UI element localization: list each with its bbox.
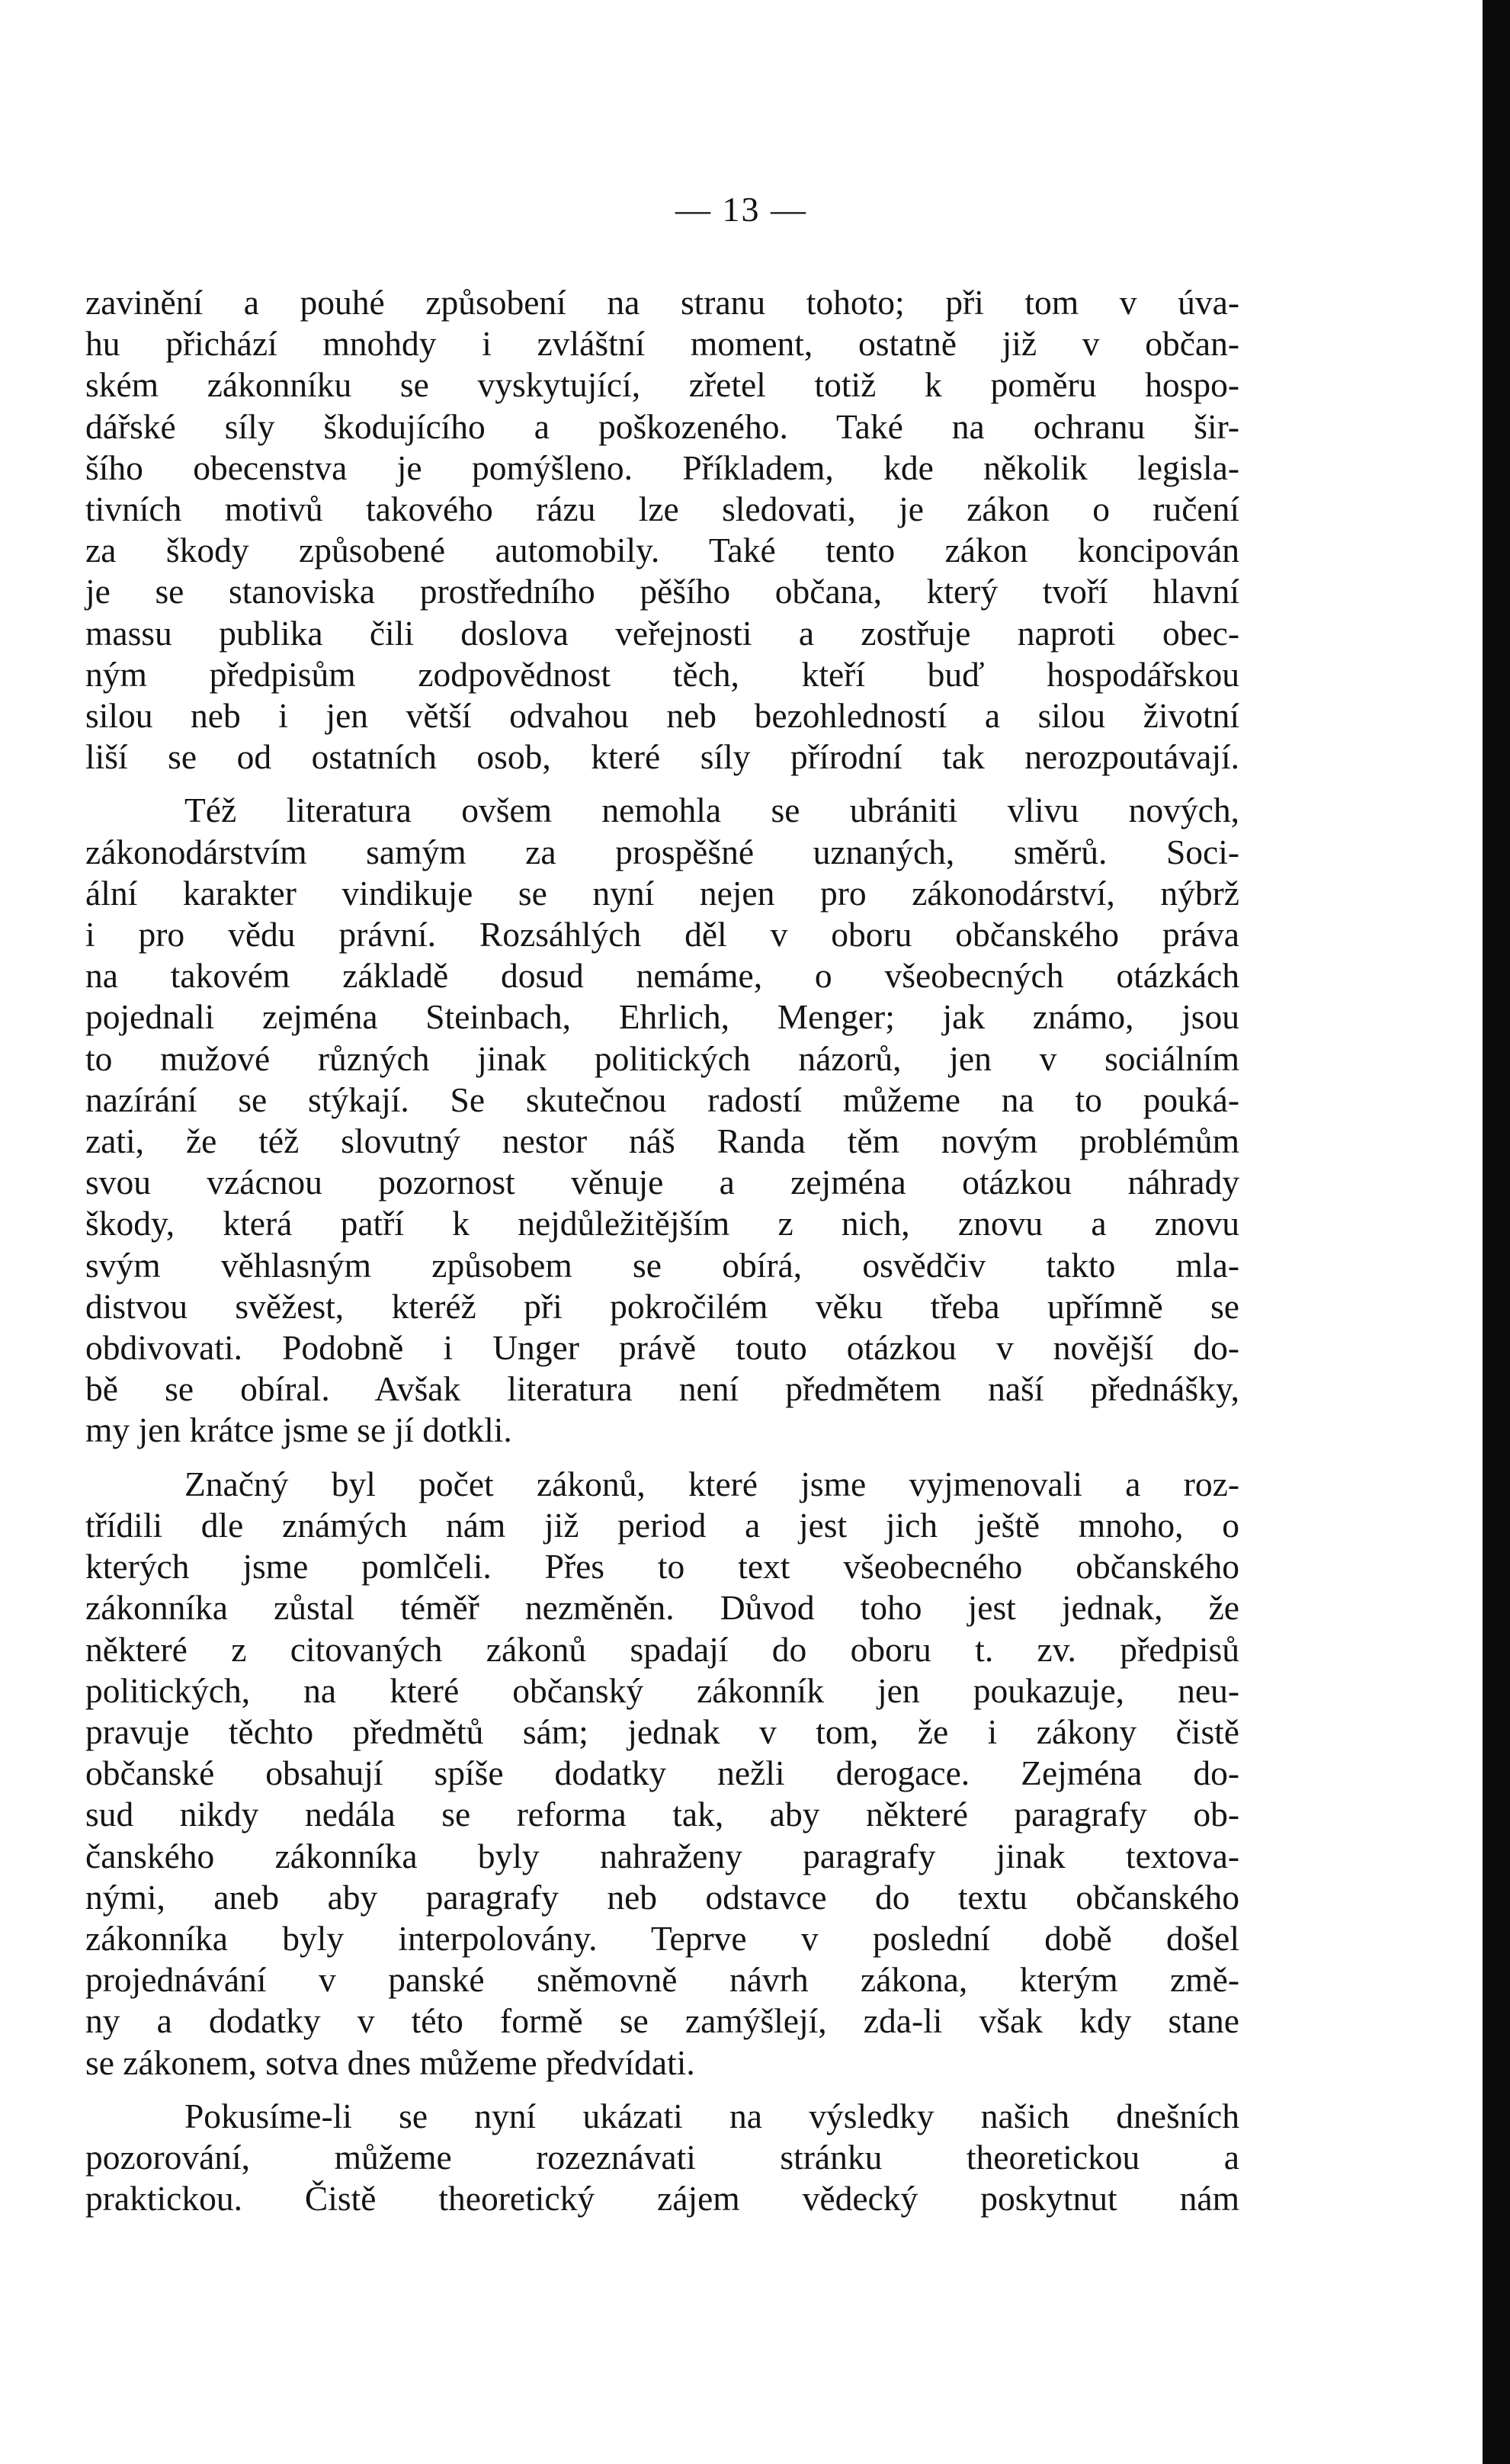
- text-line: škody, která patří k nejdůležitějším z nich, znovu a znovu: [85, 1204, 1239, 1243]
- text-line: i pro vědu právní. Rozsáhlých děl v oboru občanského práva: [85, 915, 1239, 954]
- paragraph: [85, 790, 1239, 1451]
- text-line: politických, na které občanský zákonník jen poukazuje, neu-: [85, 1670, 1239, 1710]
- text-line: zavinění a pouhé způsobení na stranu tohoto; při tom v úva-: [85, 283, 1239, 322]
- text-line: projednávání v panské sněmovně návrh zákona, kterým změ-: [85, 1960, 1239, 2000]
- text-line: ální karakter vindikuje se nyní nejen pro zákonodárství, nýbrž: [85, 873, 1239, 913]
- scan-edge: [1483, 0, 1510, 2464]
- text-line: zákonníka byly interpolovány. Teprve v poslední době došel: [85, 1918, 1239, 1958]
- text-line: zákonníka zůstal téměř nezměněn. Důvod toho jest jednak, že: [85, 1588, 1239, 1628]
- text-line: nými, aneb aby paragrafy neb odstavce do textu občanského: [85, 1877, 1239, 1917]
- text-line: se zákonem, sotva dnes můžeme předvídati.: [85, 2042, 695, 2082]
- paragraph: [85, 282, 1239, 778]
- text-line: zákonodárstvím samým za prospěšné uznaných, směrů. Soci-: [85, 832, 1239, 871]
- text-line: to mužové různých jinak politických názorů, jen v sociálním: [85, 1038, 1239, 1078]
- text-line: massu publika čili doslova veřejnosti a zostřuje naproti obec-: [85, 613, 1239, 653]
- text-line: svou vzácnou pozornost věnuje a zejména otázkou náhrady: [85, 1163, 1239, 1202]
- text-line: zati, že též slovutný nestor náš Randa těm novým problémům: [85, 1121, 1239, 1161]
- text-line: kterých jsme pomlčeli. Přes to text všeobecného občanského: [85, 1547, 1239, 1587]
- text-line: praktickou. Čistě theoretický zájem vědecký poskytnut nám: [85, 2179, 1239, 2219]
- text-line: ském zákonníku se vyskytující, zřetel totiž k poměru hospo-: [85, 365, 1239, 405]
- text-line: obdivovati. Podobně i Unger právě touto otázkou v novější do-: [85, 1328, 1239, 1368]
- text-line: šího obecenstva je pomýšleno. Příkladem, kde několik legisla-: [85, 448, 1239, 487]
- text-line: je se stanoviska prostředního pěšího občana, který tvoří hlavní: [85, 572, 1239, 611]
- text-line: nazírání se stýkají. Se skutečnou radostí můžeme na to pouká-: [85, 1080, 1239, 1119]
- text-line: tivních motivů takového rázu lze sledovati, je zákon o ručení: [85, 489, 1239, 529]
- text-line: distvou svěžest, kteréž při pokročilém věku třeba upřímně se: [85, 1286, 1239, 1326]
- text-line: pojednali zejména Steinbach, Ehrlich, Menger; jak známo, jsou: [85, 997, 1239, 1037]
- text-line: některé z citovaných zákonů spadají do oboru t. zv. předpisů: [85, 1629, 1239, 1669]
- text-line: Též literatura ovšem nemohla se ubrániti vlivu nových,: [184, 791, 1239, 830]
- text-line: Pokusíme-li se nyní ukázati na výsledky našich dnešních: [184, 2096, 1239, 2135]
- paragraph: [85, 1464, 1239, 2084]
- page-number: — 13 —: [675, 190, 807, 229]
- text-line: silou neb i jen větší odvahou neb bezohledností a silou životní: [85, 696, 1239, 736]
- text-line: ny a dodatky v této formě se zamýšlejí, zda-li však kdy stane: [85, 2001, 1239, 2041]
- text-line: třídili dle známých nám již period a jest jich ještě mnoho, o: [85, 1505, 1239, 1545]
- text-line: dářské síly škodujícího a poškozeného. Také na ochranu šir-: [85, 406, 1239, 446]
- text-line: sud nikdy nedála se reforma tak, aby některé paragrafy ob-: [85, 1795, 1239, 1834]
- text-line: Značný byl počet zákonů, které jsme vyjmenovali a roz-: [184, 1464, 1239, 1503]
- text-line: my jen krátce jsme se jí dotkli.: [85, 1410, 512, 1450]
- text-line: ným předpisům zodpovědnost těch, kteří buď hospodářskou: [85, 654, 1239, 694]
- text-line: pozorování, můžeme rozeznávati stránku theoretickou a: [85, 2137, 1239, 2177]
- text-line: za škody způsobené automobily. Také tento zákon koncipován: [85, 531, 1239, 570]
- text-line: hu přichází mnohdy i zvláštní moment, ostatně již v občan-: [85, 324, 1239, 364]
- text-line: svým věhlasným způsobem se obírá, osvědčiv takto mla-: [85, 1245, 1239, 1285]
- text-line: čanského zákonníka byly nahraženy paragrafy jinak textova-: [85, 1836, 1239, 1875]
- text-line: pravuje těchto předmětů sám; jednak v tom, že i zákony čistě: [85, 1712, 1239, 1751]
- paragraph: [85, 2096, 1239, 2220]
- text-line: na takovém základě dosud nemáme, o všeobecných otázkách: [85, 956, 1239, 996]
- text-line: občanské obsahují spíše dodatky nežli derogace. Zejména do-: [85, 1753, 1239, 1793]
- text-line: bě se obíral. Avšak literatura není předmětem naší přednášky,: [85, 1369, 1239, 1409]
- text-line: liší se od ostatních osob, které síly přírodní tak nerozpoutávají.: [85, 737, 1239, 777]
- body-text: [85, 282, 1239, 2219]
